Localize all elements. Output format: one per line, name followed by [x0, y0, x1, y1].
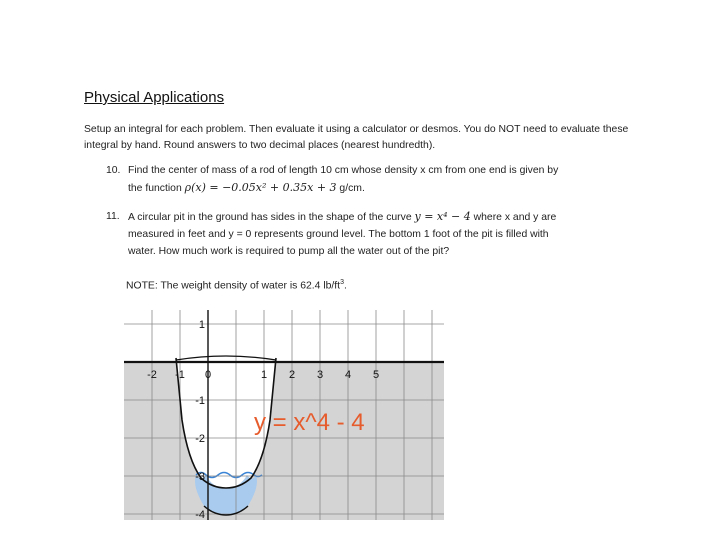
question-10-number: 10.: [106, 165, 121, 176]
question-10-prefix: the function: [128, 183, 182, 194]
ground-region: [124, 362, 444, 520]
equation-label: y = x^4 - 4: [254, 409, 365, 436]
density-function: ρ(x) = −0.05x² + 0.35x + 3: [184, 181, 337, 194]
x-tick-label: 3: [316, 369, 324, 381]
x-tick-label: 4: [344, 369, 352, 381]
density-unit: g/cm.: [339, 183, 365, 194]
x-tick-label: 2: [288, 369, 296, 381]
y-tick-label: -4: [195, 509, 205, 520]
y-tick-label: -1: [195, 395, 205, 407]
question-11-line-3: water. How much work is required to pump all the water out of the pit?: [128, 246, 450, 257]
note-period: .: [343, 280, 347, 292]
x-tick-label: 0: [204, 369, 212, 381]
y-tick-label: -3: [195, 471, 205, 483]
page-title: Physical Applications: [84, 89, 225, 106]
question-11: [106, 208, 646, 264]
question-11-suffix: where x and y are: [473, 212, 557, 223]
y-tick-label: 1: [198, 319, 205, 331]
question-10-line-2: [128, 179, 628, 197]
question-11-prefix: A circular pit in the ground has sides in the shape of the curve: [128, 212, 412, 223]
y-tick-label: -2: [195, 433, 205, 445]
question-10: [106, 162, 646, 202]
question-10-line-1: Find the center of mass of a rod of length 10 cm whose density x cm from one end is given by: [128, 165, 559, 176]
question-11-line-1: [128, 208, 628, 226]
pit-curve-equation: y = x⁴ − 4: [414, 210, 471, 223]
pit-rim: [176, 356, 276, 360]
instructions-paragraph: Setup an integral for each problem. Then evaluate it using a calculator or desmos. You do NOT need to evaluate these integral by hand. Round answers to two decimal places (nearest hundredth).: [84, 124, 629, 151]
x-tick-label: -1: [175, 369, 185, 381]
note-exponent: 3: [340, 279, 344, 286]
x-tick-label: 1: [260, 369, 268, 381]
note-text: NOTE: The weight density of water is 62.4 lb/ft: [126, 280, 341, 292]
water-density-note: [126, 279, 347, 291]
x-tick-label: 5: [372, 369, 380, 381]
pit-graph: [124, 310, 444, 520]
question-11-line-2: measured in feet and y = 0 represents ground level. The bottom 1 foot of the pit is filled with: [128, 229, 549, 240]
question-11-number: 11.: [106, 211, 120, 222]
x-tick-label: -2: [147, 369, 157, 381]
